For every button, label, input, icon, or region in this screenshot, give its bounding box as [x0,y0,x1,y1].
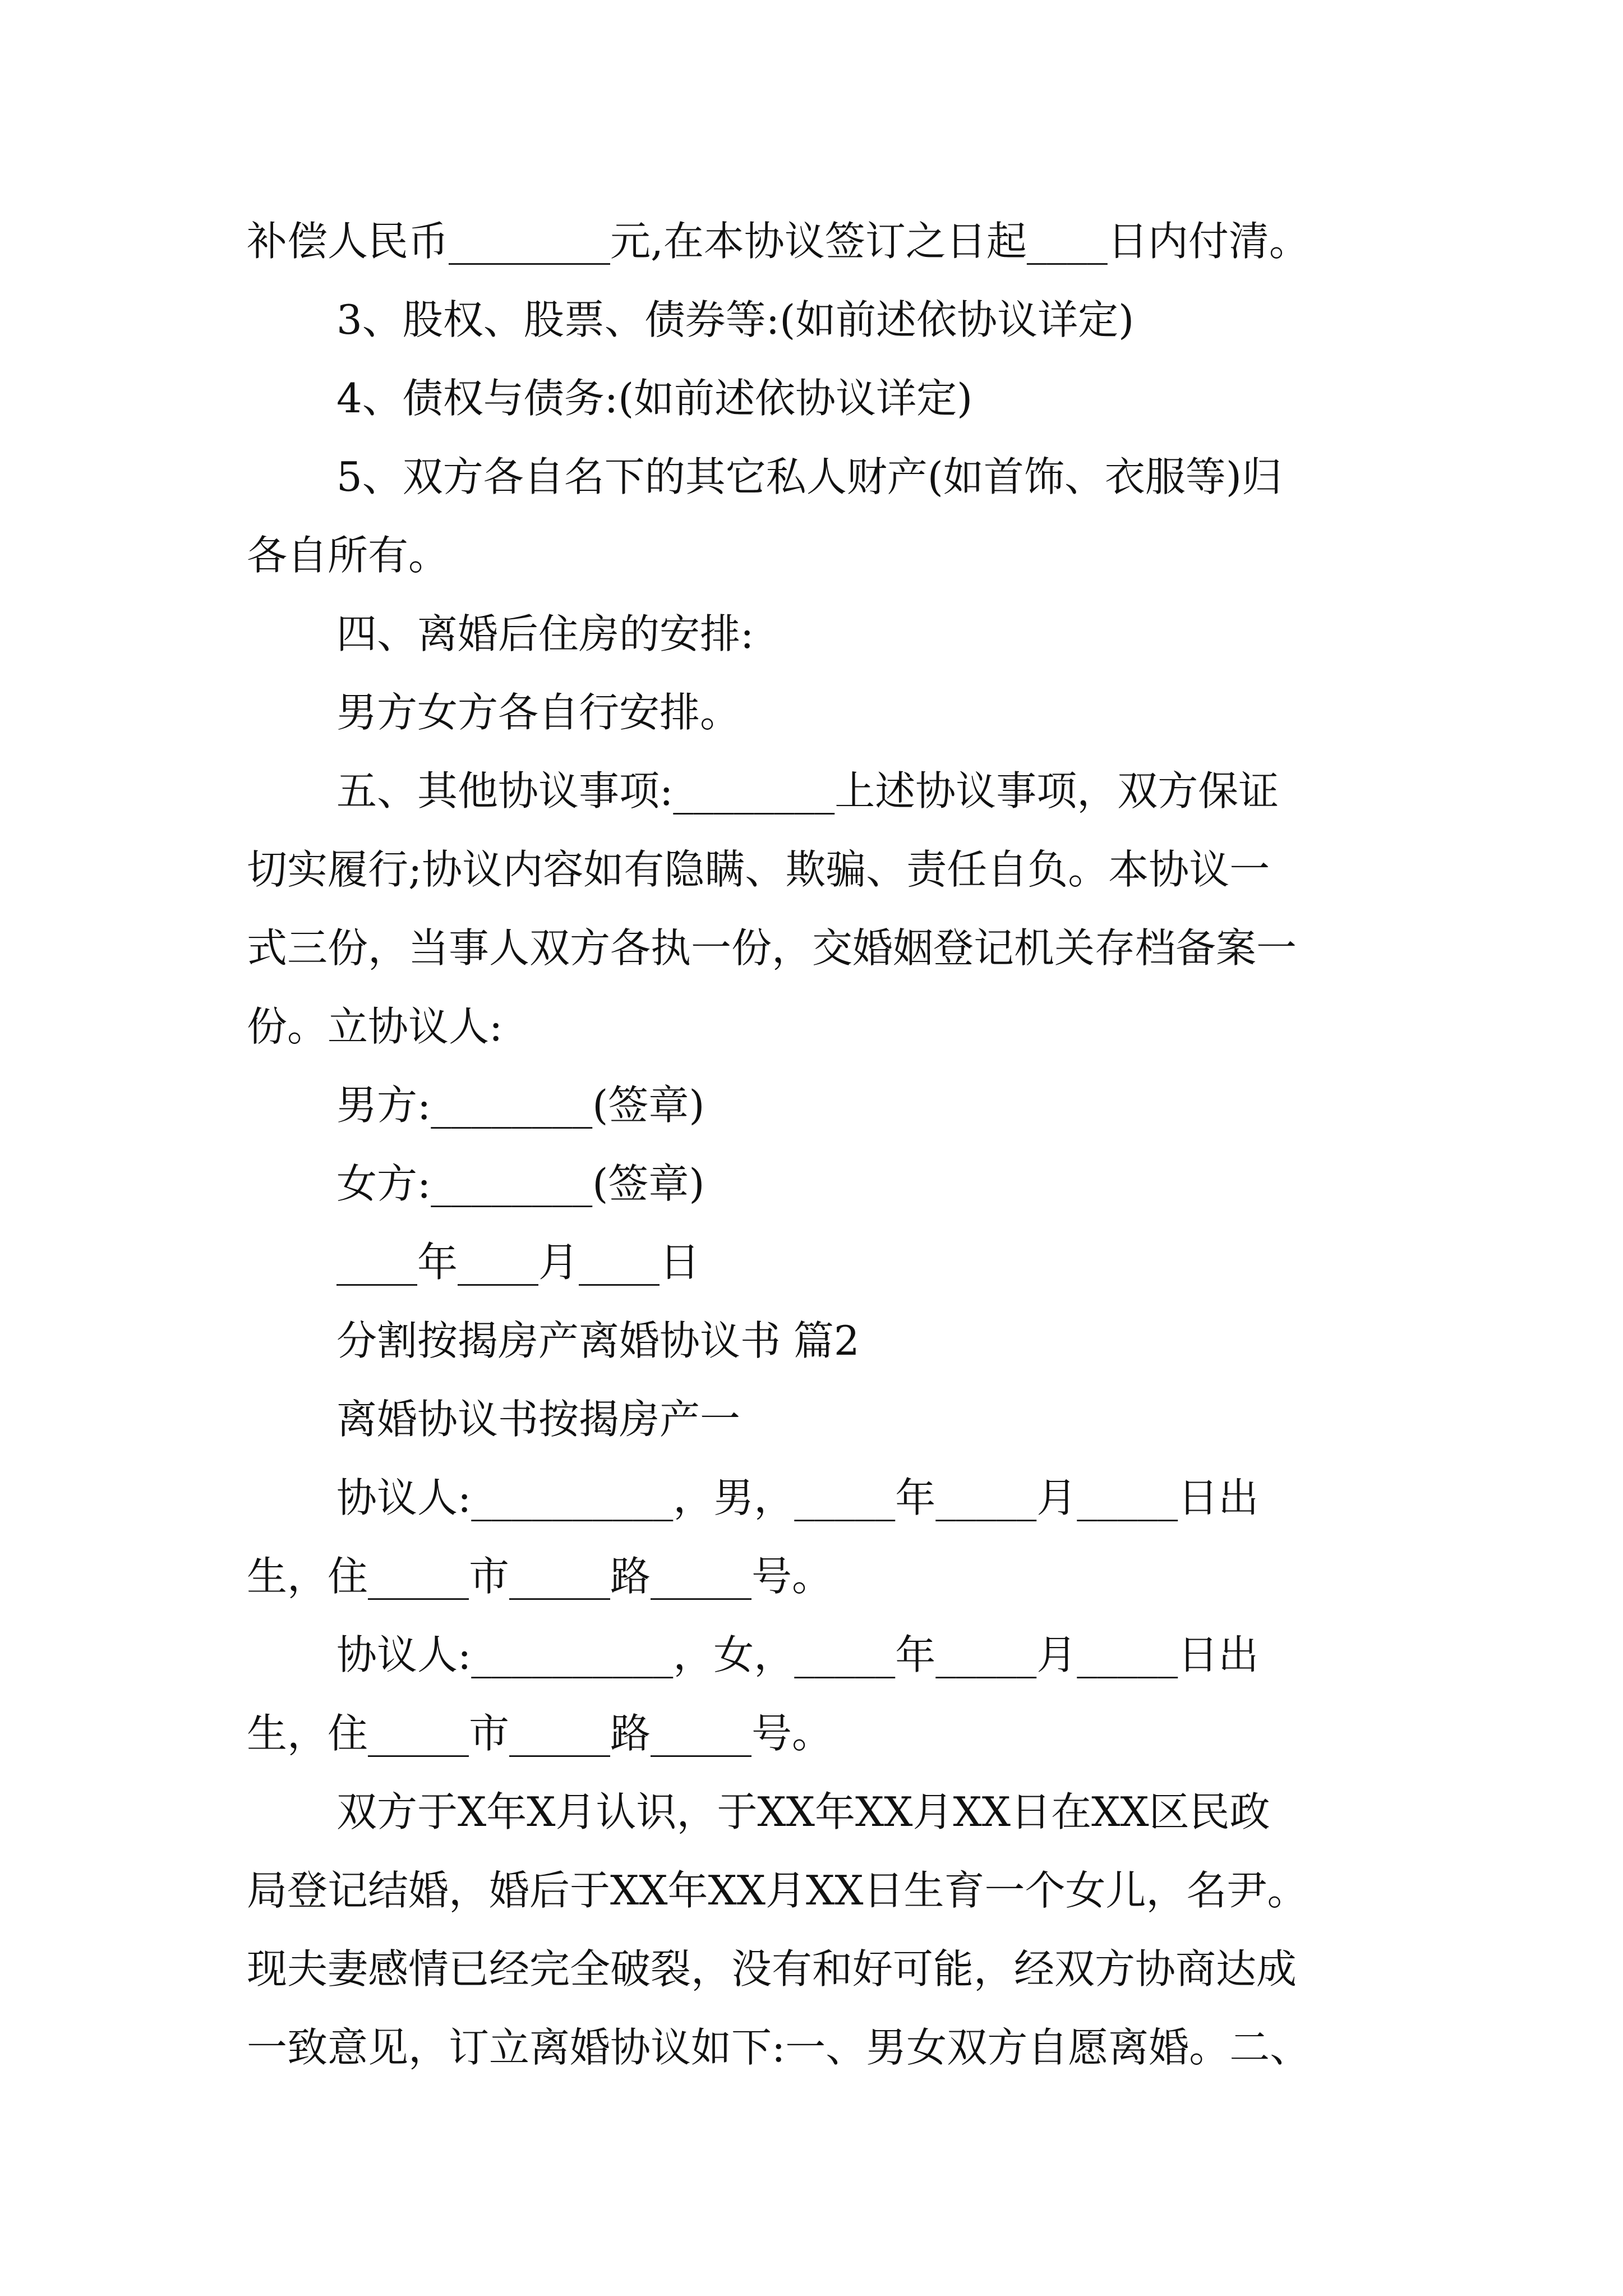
text-line: 一致意见，订立离婚协议如下:一、男女双方自愿离婚。二、 [247,2024,1311,2071]
text-line: 局登记结婚，婚后于XX年XX月XX日生育一个女儿，名尹。 [247,1867,1308,1914]
text-line: 男方:________(签章) [336,1082,705,1129]
text-line: 现夫妻感情已经完全破裂，没有和好可能，经双方协商达成 [247,1945,1297,1993]
text-line: 份。立协议人: [247,1003,503,1050]
text-line: 生，住_____市_____路_____号。 [247,1710,833,1757]
text-line: 4、债权与债务:(如前述依协议详定) [336,375,973,422]
text-line: 分割按揭房产离婚协议书 篇2 [336,1317,860,1364]
text-line: 3、股权、股票、债券等:(如前述依协议详定) [336,296,1135,343]
text-line: 生，住_____市_____路_____号。 [247,1553,833,1600]
text-line: 五、其他协议事项:________上述协议事项，双方保证 [336,767,1279,815]
text-line: ____年____月____日 [336,1239,700,1286]
text-line: 式三份，当事人双方各执一份，交婚姻登记机关存档备案一 [247,924,1297,972]
text-line: 各自所有。 [247,532,449,579]
text-line: 离婚协议书按揭房产一 [336,1396,741,1443]
text-line: 切实履行;协议内容如有隐瞒、欺骗、责任自负。本协议一 [247,846,1270,893]
text-line: 协议人:__________，男，_____年_____月_____日出 [336,1474,1259,1521]
text-line: 男方女方各自行安排。 [336,689,741,736]
text-line: 补偿人民币________元,在本协议签订之日起____日内付清。 [247,218,1310,265]
text-line: 双方于X年X月认识，于XX年XX月XX日在XX区民政 [336,1788,1270,1835]
text-line: 女方:________(签章) [336,1160,705,1207]
text-line: 协议人:__________，女，_____年_____月_____日出 [336,1631,1259,1678]
text-line: 5、双方各自名下的其它私人财产(如首饰、衣服等)归 [336,453,1282,500]
text-line: 四、离婚后住房的安排: [336,610,754,657]
